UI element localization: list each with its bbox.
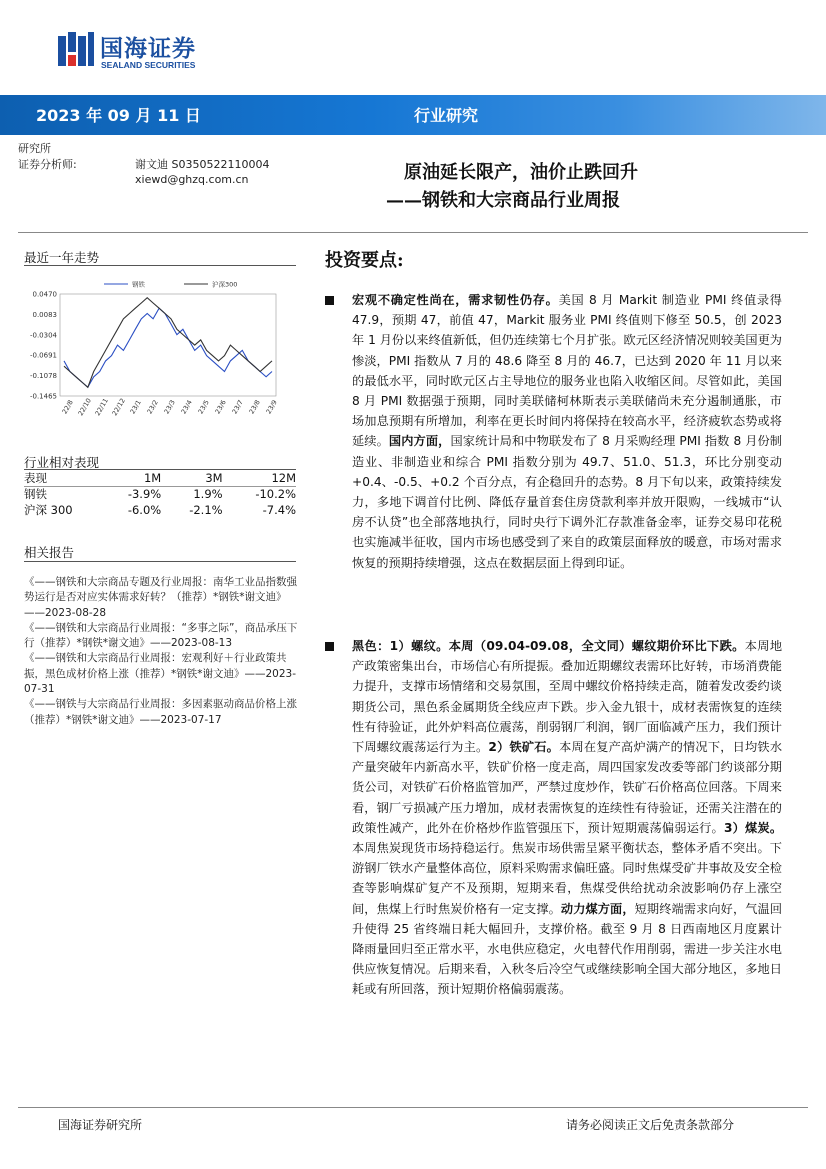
table-cell: -6.0% <box>127 503 162 517</box>
header-banner <box>0 95 826 135</box>
author-role: 证券分析师: <box>18 158 77 171</box>
series-line <box>64 298 272 388</box>
author-email: xiewd@ghzq.com.cn <box>135 173 249 186</box>
paragraph-lead: 动力煤方面， <box>560 901 635 916</box>
footer-divider <box>18 1107 808 1108</box>
x-tick-label: 22/11 <box>93 396 110 418</box>
series-line <box>64 308 272 387</box>
list-item[interactable]: 《——钢铁和大宗商品行业周报：“多事之际”，商品承压下行（推荐）*钢铁*谢文迪》——2023-08-13 <box>24 621 298 650</box>
y-tick-label: -0.0304 <box>29 331 57 340</box>
report-title: 原油延长限产，油价止跌回升 <box>404 162 638 183</box>
list-item[interactable]: 《——钢铁和大宗商品行业周报：宏观利好＋行业政策共振，黑色成材价格上涨（推荐）*钢铁*谢文迪》——2023-07-31 <box>24 652 297 696</box>
y-tick-label: -0.1465 <box>29 392 57 401</box>
trend-chart <box>24 276 284 436</box>
paragraph-text: 美国 8 月 Markit 制造业 PMI 终值录得 47.9，预期 47，前值 47，Markit 服务业 PMI 终值则下修至 50.5，创 2023 年 1 月份以来终值新低，但仍连续第七个月扩张。欧元区经济情况则较美国更为惨淡，PMI 指数从 7 月的 48.6 降至 8 月的 46.7，已达到 2020 年 11 月以来的最低水平，同时欧元区占主导地位的服务业也陷入收缩区间。尽管如此，美国 8 月 PMI 数据强于预期，同时美联储柯林斯表示美联储尚未充分遏制通胀，市场加息预期有所增加，利率在更长时间内将保持在较高水平，经济疲软态势或将延续。 <box>352 293 782 449</box>
report-type: 行业研究 <box>414 106 479 125</box>
x-tick-label: 23/4 <box>179 398 194 416</box>
x-tick-label: 23/8 <box>247 398 262 416</box>
performance-table <box>24 470 300 518</box>
paragraph-text: 短期终端需求向好，气温回升使得 25 省终端日耗大幅回升，支撑价格。截至 9 月 8 日西南地区月度累计降雨量回归至正常水平，水电供应稳定，火电替代作用削弱，需进一步关注水电供应恢复情况。后期来看，入秋冬后冷空气或继续影响全国大部分地区，多地日耗或有所回落，预计短期价格偏弱震荡。 <box>352 901 783 997</box>
author-dept: 研究所 <box>18 142 51 155</box>
table-cell: 1.9% <box>193 487 223 501</box>
paragraph-text: 国家统计局和中物联发布了 8 月采购经理 PMI 指数 8 月份制造业、非制造业和综合 PMI 指数分别为 49.7、51.0、51.3，环比分别变动+0.4、-0.5、+0.2 个百分点，有企稳回升的态势。8 月下旬以来，政策持续发力，多地下调首付比例、降低存量首套住房贷款利率并放开限购，一线城市“认房不认贷”也全部落地执行，同时央行下调外汇存款准备金率，证券交易印花税也实施减半征收，国内市场也感受到了来自的政策层面释放的暖意，市场对需求恢复的预期持续增强，这点在数据层面上得到印证。 <box>352 434 782 570</box>
header-divider <box>18 232 808 233</box>
table-cell: 沪深 300 <box>24 503 73 517</box>
related-reports-list <box>24 575 302 728</box>
x-tick-label: 23/7 <box>230 398 245 416</box>
table-cell: -3.9% <box>127 487 162 501</box>
company-logo <box>56 28 216 74</box>
table-cell: -10.2% <box>255 487 296 501</box>
y-tick-label: -0.1078 <box>29 372 57 381</box>
bullet-icon <box>325 642 334 651</box>
table-header-cell: 3M <box>205 471 223 485</box>
x-tick-label: 23/1 <box>128 398 143 416</box>
paragraph-text: 本周焦炭现货市场持稳运行。焦炭市场供需呈紧平衡状态，整体矛盾不突出。下游钢厂铁水产量整体高位，原料采购需求偏旺盛。同时焦煤受矿井事故及安全检查等影响煤矿复产不及预期，短期来看，焦煤受供给扰动余波影响仍存上涨空间，焦煤上行时焦炭价格有一定支撑。 <box>352 841 782 916</box>
y-tick-label: -0.0691 <box>29 351 57 360</box>
x-tick-label: 23/2 <box>145 398 160 416</box>
x-tick-label: 23/6 <box>213 398 228 416</box>
paragraph-lead: 2）铁矿石。 <box>488 740 560 755</box>
table-header-cell: 1M <box>143 471 162 485</box>
table-header-divider <box>24 486 296 487</box>
table-row <box>24 486 300 502</box>
table-header-row <box>24 470 300 486</box>
trend-title: 最近一年走势 <box>24 250 100 265</box>
table-cell: -7.4% <box>262 503 296 517</box>
paragraph-lead: 国内方面， <box>388 434 451 449</box>
x-tick-label: 23/3 <box>162 398 177 416</box>
reports-title: 相关报告 <box>24 545 75 560</box>
perf-title: 行业相对表现 <box>24 455 100 470</box>
report-subtitle: ——钢铁和大宗商品行业周报 <box>386 190 620 211</box>
plot-frame <box>60 294 276 396</box>
footer-left: 国海证券研究所 <box>58 1118 143 1132</box>
paragraph-text: 本周在复产高炉满产的情况下，日均铁水产量突破年内新高水平，铁矿价格一度走高，周四国家发改委等部门约谈部分期货公司，对铁矿石价格监管加严，严禁过度炒作，铁矿石价格高位回落。下周来看，钢厂亏损减产压力增加，成材表需恢复的连续性有待验证，还需关注潜在的政策性减产，此外在价格炒作监管强压下，预计短期震荡偏弱运行。 <box>352 740 783 835</box>
table-cell: 钢铁 <box>24 487 47 501</box>
table-header-cell: 表现 <box>24 471 47 485</box>
list-item[interactable]: 《——钢铁和大宗商品专题及行业周报：南华工业品指数强势运行是否对应实体需求好转？（推荐）*钢铁*谢文迪》——2023-08-28 <box>24 576 297 619</box>
footer-right: 请务必阅读正文后免责条款部分 <box>566 1118 735 1132</box>
paragraph-ferrous <box>352 636 782 1000</box>
table-row <box>24 502 300 518</box>
paragraph-lead: 3）煤炭。 <box>723 820 783 835</box>
bullet-icon <box>325 296 334 305</box>
paragraph-lead: 宏观不确定性尚在，需求韧性仍存。 <box>352 293 559 307</box>
report-date: 2023 年 09 月 11 日 <box>36 106 201 125</box>
x-tick-label: 23/5 <box>196 398 211 416</box>
logo-mark-icon <box>56 30 96 70</box>
legend-label: 钢铁 <box>132 280 145 289</box>
author-name-id: 谢文迪 S0350522110004 <box>135 158 270 171</box>
x-tick-label: 22/12 <box>110 396 127 418</box>
section-divider <box>24 265 296 266</box>
y-tick-label: 0.0470 <box>32 290 57 299</box>
legend-label: 沪深300 <box>212 280 238 289</box>
logo-text: 国海证券 <box>100 36 196 62</box>
table-header-cell: 12M <box>271 471 296 485</box>
key-points-title: 投资要点: <box>325 250 404 271</box>
logo-text-en: SEALAND SECURITIES <box>101 60 196 70</box>
paragraph-lead: 黑色：1）螺纹。本周（09.04-09.08，全文同）螺纹期价环比下跌。 <box>352 639 745 653</box>
x-tick-label: 22/10 <box>76 396 93 418</box>
x-tick-label: 23/9 <box>264 398 279 416</box>
list-item[interactable]: 《——钢铁与大宗商品行业周报：多因素驱动商品价格上涨（推荐）*钢铁*谢文迪》——2023-07-17 <box>24 698 297 726</box>
paragraph-text: 本周地产政策密集出台，市场信心有所提振。叠加近期螺纹表需环比好转，市场消费能力提升，支撑市场情绪和交易氛围，至周中螺纹价格持续走高，随着发改委约谈期货公司，黑色系金属期货全线应声下跌。步入金九银十，成材表需恢复的连续性有待验证，此外炉料高位震荡，削弱钢厂利润，钢厂面临减产压力，我们预计下周螺纹震荡运行为主。 <box>352 639 783 755</box>
paragraph-macro <box>352 290 782 573</box>
x-tick-label: 22/8 <box>60 398 75 416</box>
section-divider <box>24 561 296 562</box>
table-cell: -2.1% <box>189 503 223 517</box>
y-tick-label: 0.0083 <box>32 310 57 319</box>
